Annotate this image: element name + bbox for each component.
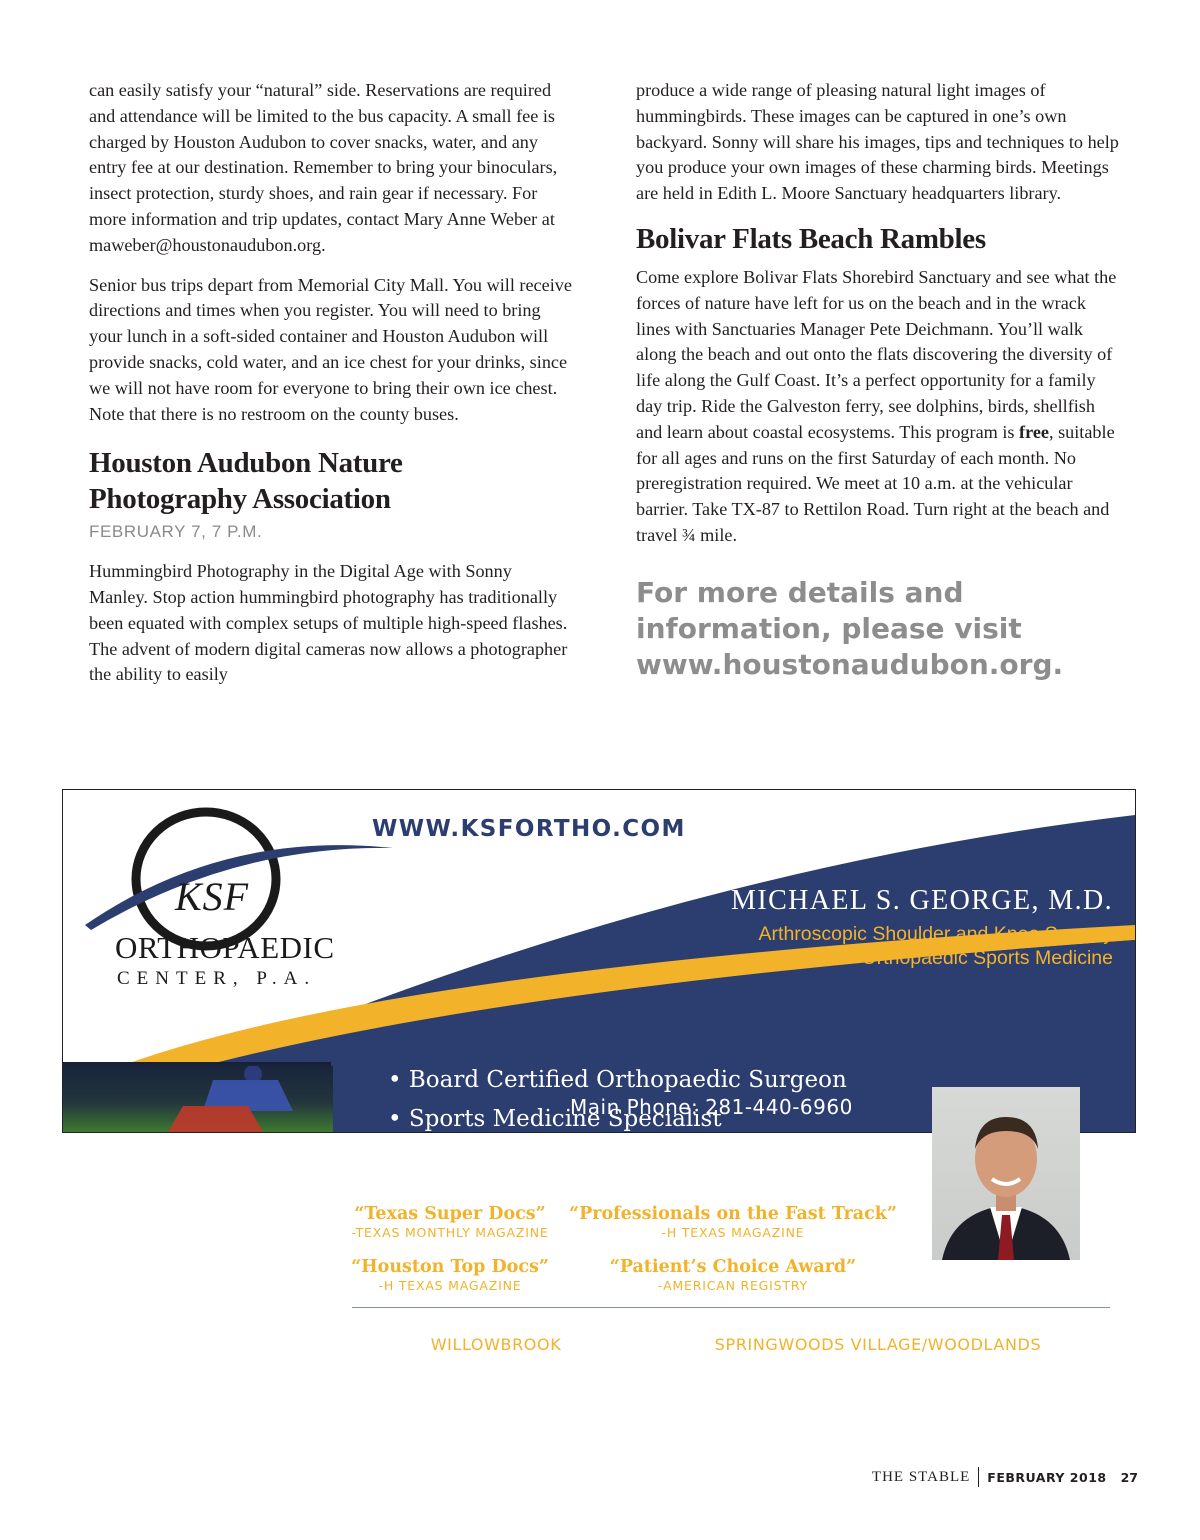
publication-name: THE STABLE — [871, 1468, 971, 1485]
left-column — [89, 78, 575, 702]
paragraph-text-after: , suitable for all ages and runs on the first Saturday of each month. No preregistration required. We meet at 10 a.m. at the vehicular barrier. Take TX-87 to Rettilon Road. Turn right at the beach and travel ¾ mile. — [636, 421, 1115, 545]
free-emphasis: free — [1019, 421, 1049, 442]
credential-item: • Gleannloch Farms Resident — [388, 1139, 847, 1178]
doctor-name: MICHAEL S. GEORGE, M.D. — [731, 885, 1113, 916]
award-quote: “Professionals on the Fast Track” — [569, 1204, 897, 1224]
visit-website-link[interactable]: www.houstonaudubon.org. — [636, 647, 1064, 681]
logo-orthopaedic: ORTHOPAEDIC — [115, 930, 335, 965]
left-paragraph-3: Hummingbird Photography in the Digital Age with Sonny Manley. Stop action hummingbird photography has traditionally been equated with complex setups of multiple high-speed flashes. The advent of modern digital cameras now allows a photographer the ability to easily — [89, 561, 568, 685]
location-city: Spring, Texas 77389 — [788, 1379, 968, 1400]
location-name: SPRINGWOODS VILLAGE/WOODLANDS — [714, 1335, 1042, 1354]
paragraph-text-before: Come explore Bolivar Flats Shorebird Sanctuary and see what the forces of nature have left for us on the beach and in the wrack lines with Sanctuaries Manager Pete Deichmann. You’ll walk along the beach and out onto the flats discovering the diversity of life along the Gulf Coast. It’s a perfect opportunity for a family day trip. Ride the Galveston ferry, see dolphins, birds, shellfish and learn about coastal ecosystems. This program is — [636, 266, 1117, 442]
section-heading-bolivar: Bolivar Flats Beach Rambles — [636, 222, 986, 255]
award-patients-choice — [597, 1257, 869, 1293]
main-phone[interactable]: Main Phone: 281-440-6960 — [570, 1095, 853, 1119]
specialty-1: Arthroscopic Shoulder and Knee Surgery — [758, 923, 1113, 945]
location-address: 2255 E. Mossy Oaks Rd., Suite 440 — [723, 1355, 1033, 1376]
credentials-list — [388, 1061, 847, 1178]
credential-item: • Board Certified Orthopaedic Surgeon — [388, 1061, 847, 1100]
doctor-specialties — [759, 922, 1113, 970]
award-quote: “Patient’s Choice Award” — [609, 1257, 857, 1277]
location-willowbrook — [356, 1335, 636, 1402]
heading-line-1: Houston Audubon Nature — [89, 447, 403, 480]
visit-line-1: For more details and — [636, 575, 964, 609]
award-source: -H TEXAS MAGAZINE — [661, 1225, 805, 1240]
event-dateline: FEBRUARY 7, 7 P.M. — [89, 522, 263, 542]
issue-date: FEBRUARY 2018 — [987, 1469, 1107, 1485]
award-texas-super-docs — [340, 1204, 560, 1240]
section-heading-photography — [89, 445, 575, 517]
specialty-2: Orthopaedic Sports Medicine — [861, 947, 1113, 969]
right-paragraph-2 — [636, 265, 1120, 549]
left-paragraph-2: Senior bus trips depart from Memorial City Mall. You will receive directions and times when you register. You will need to bring your lunch in a soft-sided container and Houston Audubon will provide snacks, cold water, and an ice chest for your drinks, since we will not have room for everyone to bring their own ice chest. Note that there is no restroom on the county buses. — [89, 274, 572, 424]
doctor-portrait — [932, 1087, 1080, 1260]
location-name: WILLOWBROOK — [430, 1335, 562, 1354]
doctor-photo — [932, 1087, 1080, 1260]
ad-divider — [352, 1307, 1110, 1308]
visit-line-2: information, please visit — [636, 611, 1022, 645]
page-number: 27 — [1120, 1469, 1138, 1485]
award-quote: “Texas Super Docs” — [354, 1204, 546, 1224]
location-city: Houston, Texas 77070 — [397, 1379, 595, 1400]
award-source: -H TEXAS MAGAZINE — [378, 1278, 522, 1293]
right-column — [636, 78, 1120, 683]
location-springwoods — [672, 1335, 1084, 1402]
visit-callout — [636, 575, 1120, 683]
award-quote: “Houston Top Docs” — [351, 1257, 549, 1277]
ksf-website-link[interactable]: WWW.KSFORTHO.COM — [372, 816, 686, 842]
award-source: -TEXAS MONTHLY MAGAZINE — [351, 1225, 549, 1240]
heading-line-2: Photography Association — [89, 483, 391, 516]
right-paragraph-1: produce a wide range of pleasing natural light images of hummingbirds. These images can be captured in one’s own backyard. Sonny will share his images, tips and techniques to help you produce your own images of these charming birds. Meetings are held in Edith L. Moore Sanctuary headquarters library. — [636, 80, 1119, 204]
credential-item: • Sports Medicine Specialist — [388, 1100, 847, 1139]
footer-separator — [978, 1467, 979, 1487]
players-art — [63, 1066, 333, 1132]
left-paragraph-1: can easily satisfy your “natural” side. Reservations are required and attendance will be limited to the bus capacity. A small fee is charged by Houston Audubon to cover snacks, water, and any entry fee at our destination. Remember to bring your binoculars, insect protection, sturdy shoes, and rain gear if necessary. For more information and trip updates, contact Mary Anne Weber at maweber@houstonaudubon.org. — [89, 80, 558, 255]
ksf-logo-text: KSF — [175, 874, 250, 919]
logo-center-pa: CENTER, P.A. — [117, 968, 317, 989]
location-address: 13333 Dotson Rd., Suite 180 — [368, 1355, 624, 1376]
page-footer — [872, 1467, 1138, 1487]
award-fast-track — [567, 1204, 899, 1240]
award-source: -AMERICAN REGISTRY — [658, 1278, 808, 1293]
award-houston-top-docs — [340, 1257, 560, 1293]
